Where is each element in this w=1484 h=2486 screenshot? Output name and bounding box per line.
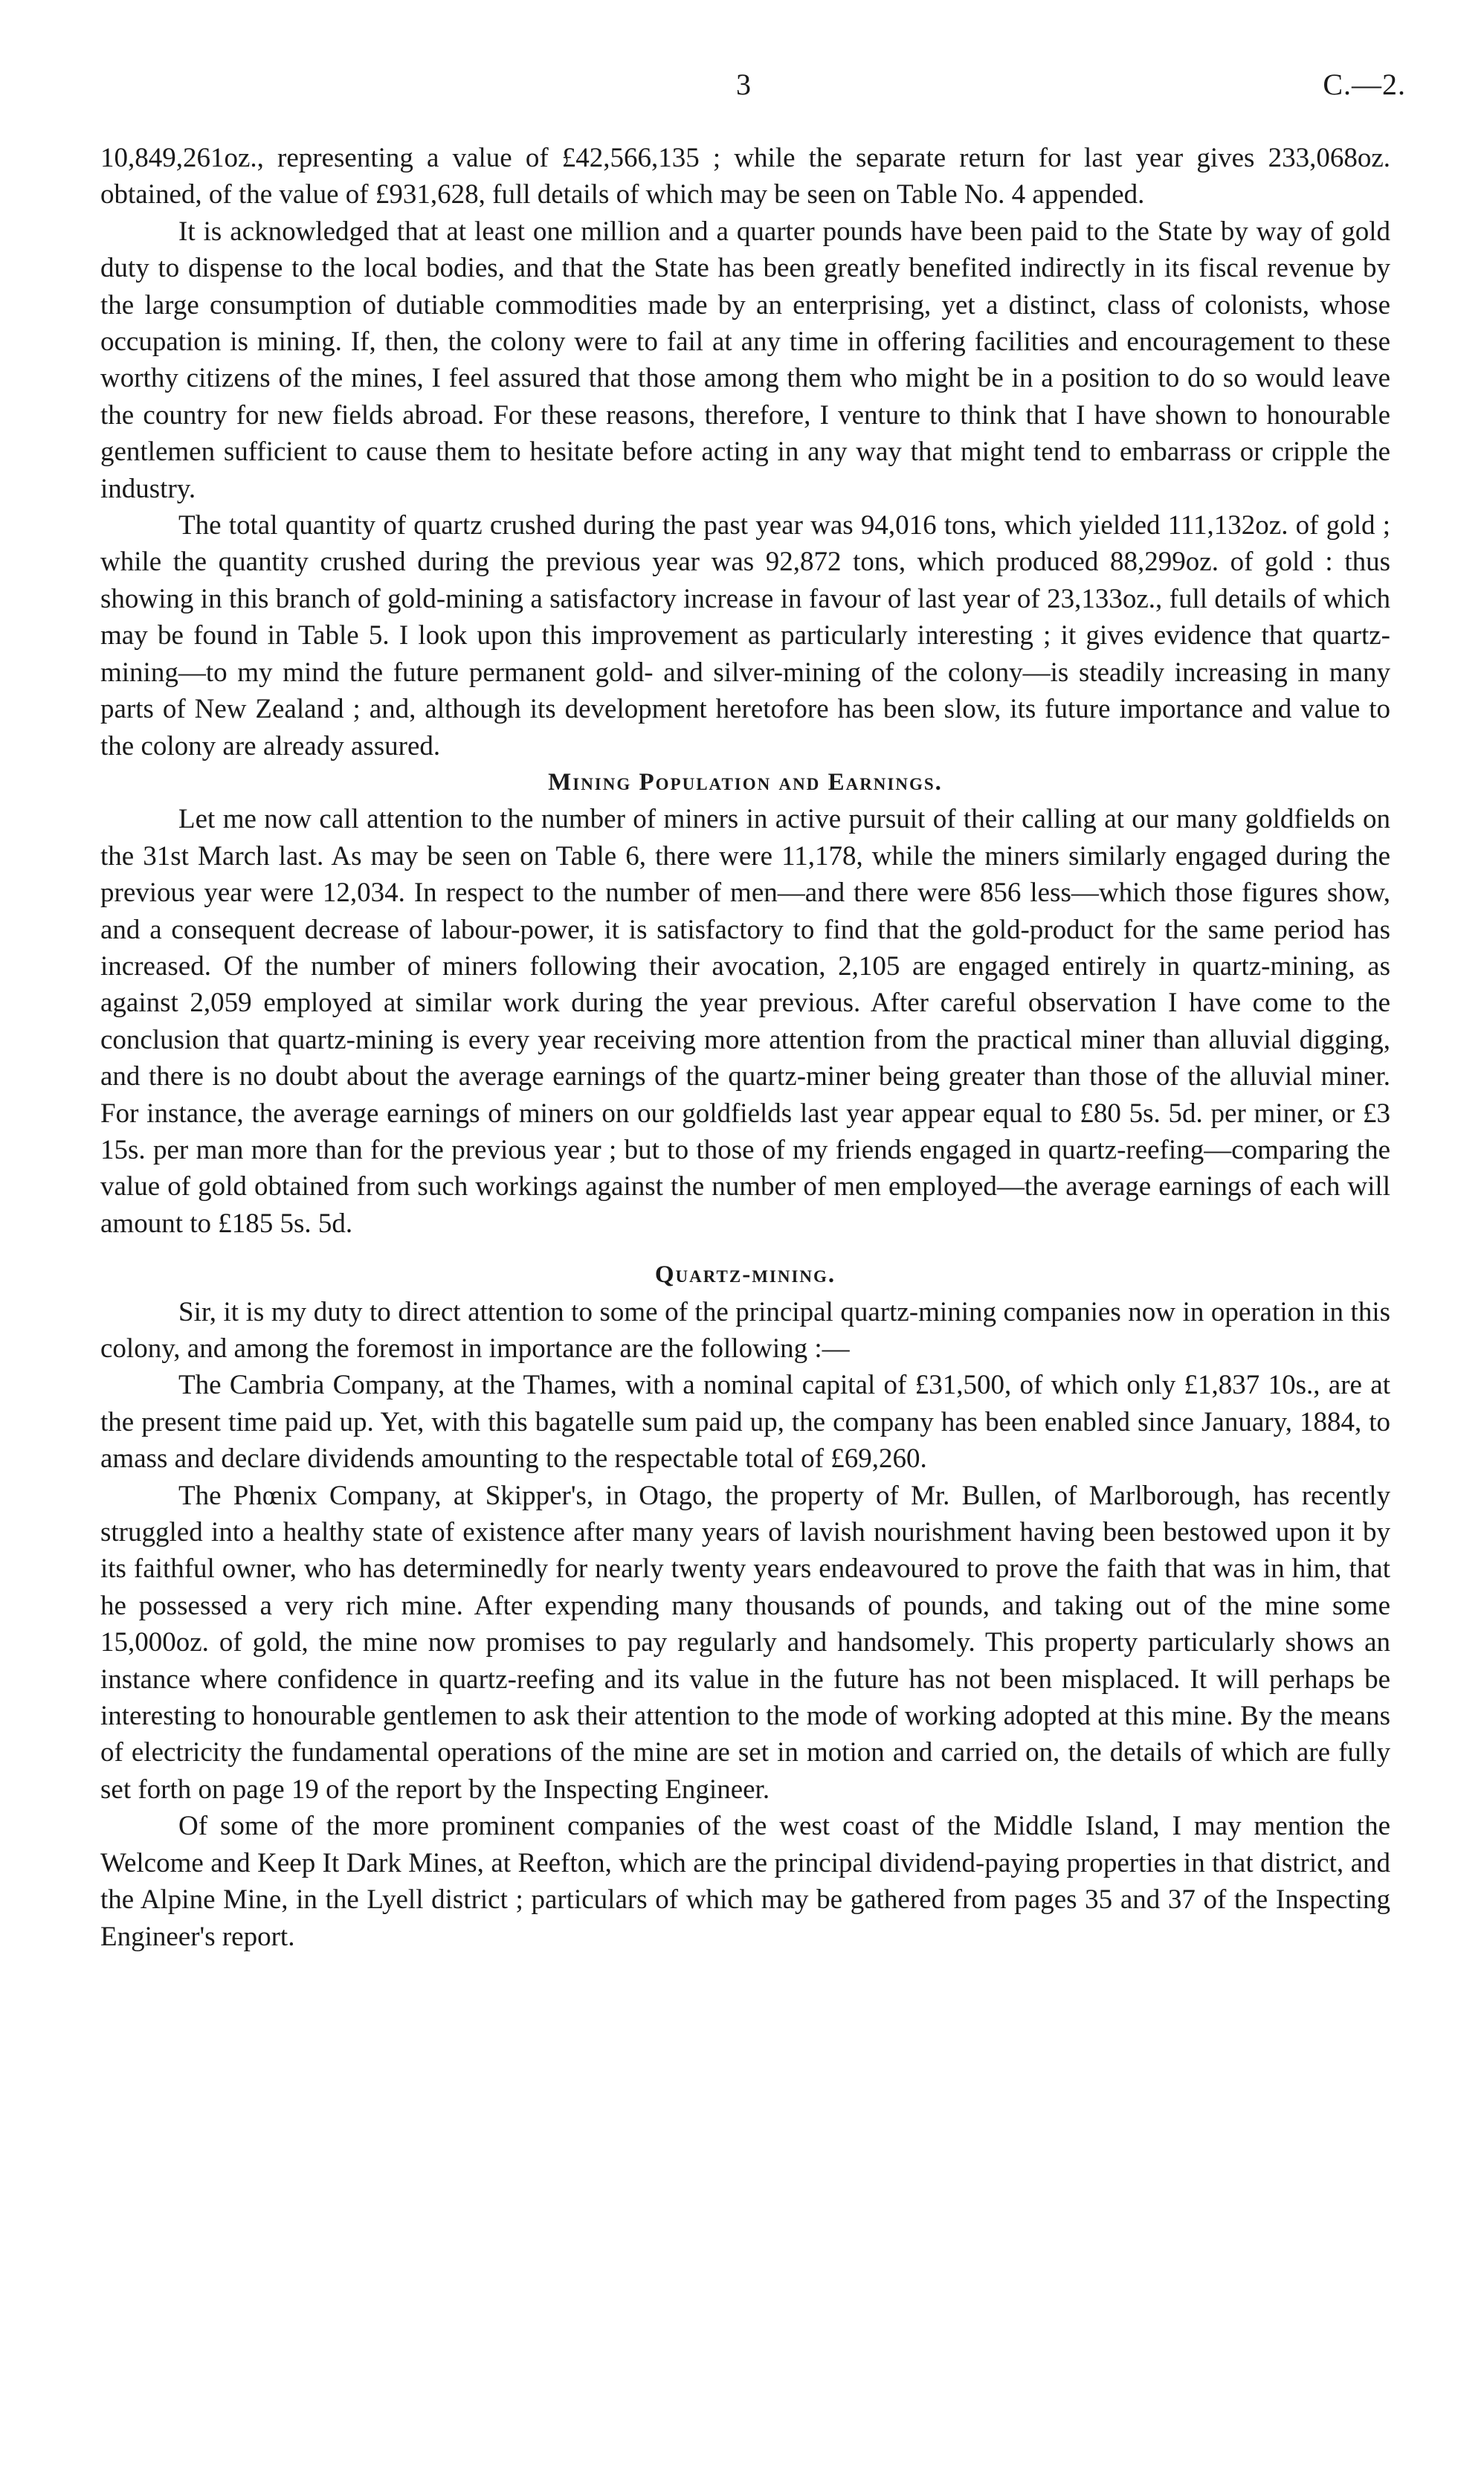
paragraph-quartz-crushed: The total quantity of quartz crushed during the past year was 94,016 tons, which yielded 111,132oz. of gold ; while the quantity crushed during the previous year was 92,872 tons, which produced 88,299oz. of gold : thus showing in this branch of gold-mining a satisfactory increase in favour of last year of 23,133oz., full details of which may be found in Table 5. I look upon this improvement as particularly interesting ; it gives evidence that quartz-mining—to my mind the future permanent gold- and silver-mining of the colony—is steadily increasing in many parts of New Zealand ; and, although its development heretofore has been slow, its future importance and value to the colony are already assured. [100, 510, 1390, 761]
body-text [100, 140, 1390, 1955]
heading-mining-population: Mining Population and Earnings. [548, 768, 943, 796]
paragraph-phoenix-company: The Phœnix Company, at Skipper's, in Otago, the property of Mr. Bullen, of Marlborough, has recently struggled into a healthy state of existence after many years of lavish nourishment having been bestowed upon it by its faithful owner, who has determinedly for nearly twenty years endeavoured to prove the faith that was in him, that he possessed a very rich mine. After expending many thousands of pounds, and taking out of the mine some 15,000oz. of gold, the mine now promises to pay regularly and handsomely. This property particularly shows an instance where confidence in quartz-reefing and its value in the future has not been misplaced. It will perhaps be interesting to honourable gentlemen to ask their attention to the mode of working adopted at this mine. By the means of electricity the fundamental operations of the mine are set in motion and carried on, the details of which are fully set forth on page 19 of the report by the Inspecting Engineer. [100, 1480, 1390, 1805]
paragraph-miners-count: Let me now call attention to the number of miners in active pursuit of their calling at our many goldfields on the 31st March last. As may be seen on Table 6, there were 11,178, while the miners similarly engaged during the previous year were 12,034. In respect to the number of men—and there were 856 less—which those figures show, and a consequent decrease of labour-power, it is satisfactory to find that the gold-product for the same period has increased. Of the number of miners following their avocation, 2,105 are engaged entirely in quartz-mining, as against 2,059 employed at similar work during the year previous. After careful observation I have come to the conclusion that quartz-mining is every year receiving more attention from the practical miner than alluvial digging, and there is no doubt about the average earnings of the quartz-miner being greater than those of the alluvial miner. For instance, the average earnings of miners on our goldfields last year appear equal to £80 5s. 5d. per miner, or £3 15s. per man more than for the previous year ; but to those of my friends engaged in quartz-reefing—comparing the value of gold obtained from such workings against the number of men employed—the average earnings of each will amount to £185 5s. 5d. [100, 804, 1390, 1239]
page-number: 3 [736, 68, 751, 101]
paragraph-gold-duty: It is acknowledged that at least one million and a quarter pounds have been paid to the State by way of gold duty to dispense to the local bodies, and that the State has been greatly benefited indirectly in its fiscal revenue by the large consumption of dutiable commodities made by an enterprising, yet a distinct, class of colonists, whose occupation is mining. If, then, the colony were to fail at any time in offering facilities and encouragement to these worthy citizens of the mines, I feel assured that those among them who might be in a position to do so would leave the country for new fields abroad. For these reasons, therefore, I venture to think that I have shown to honourable gentlemen sufficient to cause them to hesitate before acting in any way that might tend to embarrass or cripple the industry. [100, 216, 1390, 504]
paragraph-west-coast-companies: Of some of the more prominent companies of the west coast of the Middle Island, I may mention the Welcome and Keep It Dark Mines, at Reefton, which are the principal dividend-paying properties in that district, and the Alpine Mine, in the Lyell district ; particulars of which may be gathered from pages 35 and 37 of the Inspecting Engineer's report. [100, 1811, 1390, 1952]
paragraph-gold-totals: 10,849,261oz., representing a value of £42,566,135 ; while the separate return for last year gives 233,068oz. obtained, of the value of £931,628, full details of which may be seen on Table No. 4 appended. [100, 143, 1390, 210]
heading-quartz-mining: Quartz-mining. [654, 1261, 836, 1289]
document-reference: C.—2. [1323, 68, 1406, 101]
paragraph-cambria-company: The Cambria Company, at the Thames, with a nominal capital of £31,500, of which only £1,837 10s., are at the present time paid up. Yet, with this bagatelle sum paid up, the company has been enabled since January, 1884, to amass and declare dividends amounting to the respectable total of £69,260. [100, 1370, 1390, 1475]
paragraph-principal-companies: Sir, it is my duty to direct attention to some of the principal quartz-mining companies now in operation in this colony, and among the foremost in importance are the following :— [100, 1296, 1390, 1364]
